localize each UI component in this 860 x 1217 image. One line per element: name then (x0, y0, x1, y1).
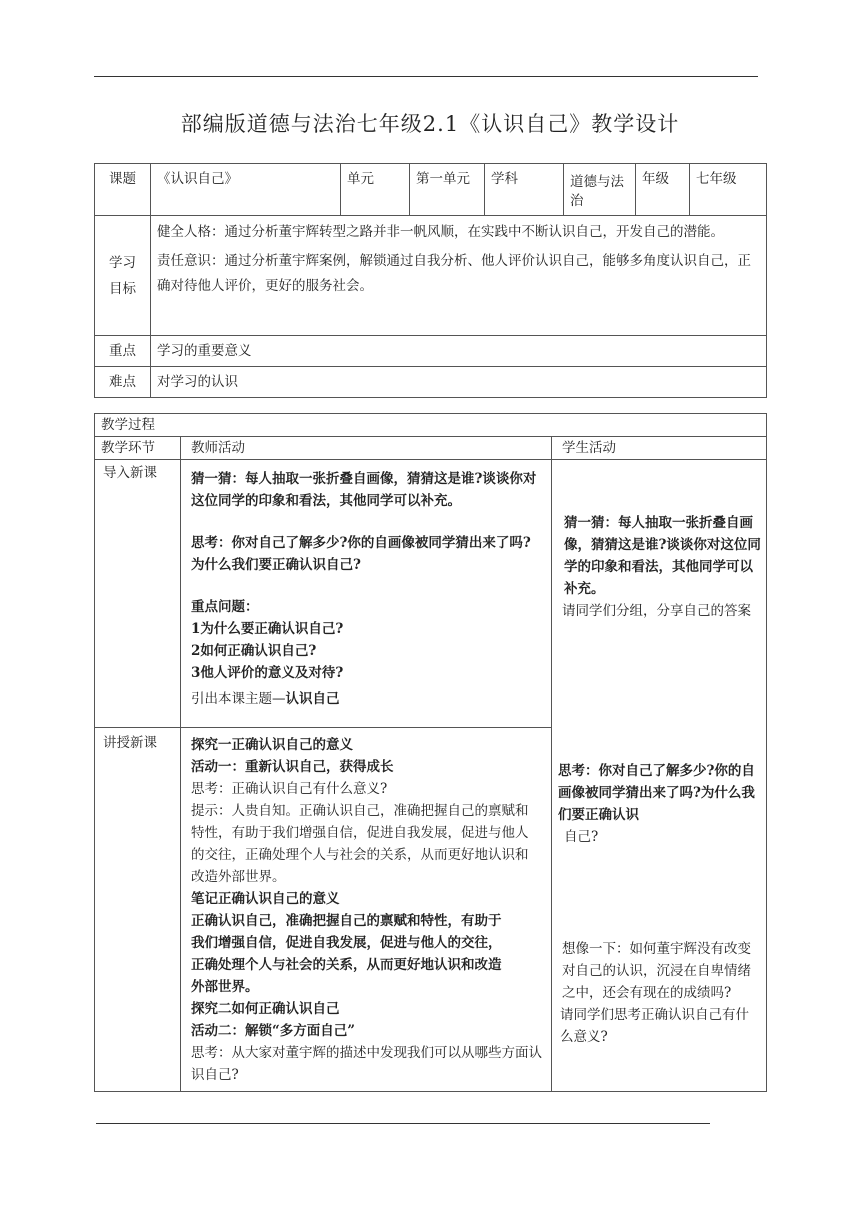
topic-label: 课题 (95, 164, 151, 216)
difficulty-value: 对学习的认识 (151, 367, 767, 398)
student-think-tail: 自己? (564, 829, 599, 845)
stage-intro: 导入新课 (95, 460, 181, 728)
student-please: 请同学们思考正确认识自己有什么意义? (560, 1007, 749, 1045)
lead-topic-bold: 认识自己 (285, 691, 340, 707)
grade-value: 七年级 (690, 164, 767, 216)
activity-2: 活动二：解锁“多方面自己” (191, 1023, 356, 1039)
key-question-2: 2如何正确认识自己? (191, 643, 317, 659)
note-title: 笔记正确认识自己的意义 (191, 891, 340, 907)
footer-rule (96, 1123, 710, 1124)
objectives-label: 学习目标 (95, 216, 151, 336)
unit-value: 第一单元 (410, 164, 485, 216)
stage-new: 讲授新课 (95, 728, 181, 1092)
objective-personality: 健全人格：通过分析董宇辉转型之路并非一帆风顺，在实践中不断认识自己，开发自己的潜能。 (157, 224, 724, 240)
student-think: 思考：你对自己了解多少?你的自画像被同学猜出来了吗?为什么我们要正确认识 (558, 763, 755, 823)
activity-1: 活动一：重新认识自己，获得成长 (191, 759, 394, 775)
hint: 提示：人贵自知。正确认识自己，准确把握自己的禀赋和特性，有助于我们增强自信，促进自我发展，促进与他人的交往，正确处理个人与社会的关系，从而更好地认识和改造外部世界。 (191, 803, 529, 885)
note-body: 正确认识自己，准确把握自己的禀赋和特性，有助于我们增强自信，促进自我发展，促进与他人的交往，正确处理个人与社会的关系，从而更好地认识和改造外部世界。 (191, 913, 502, 995)
col-stage: 教学环节 (95, 437, 181, 460)
student-activity-cell (552, 460, 767, 1092)
explore-1: 探究一正确认识自己的意义 (191, 737, 353, 753)
unit-label: 单元 (341, 164, 410, 216)
header-rule (94, 76, 758, 77)
objective-responsibility: 责任意识：通过分析董宇辉案例，解锁通过自我分析、他人评价认识自己，能够多角度认识自己，正确对待他人评价，更好的服务社会。 (157, 253, 751, 294)
objectives-cell (151, 216, 767, 336)
teacher-intro-cell (181, 460, 552, 728)
teacher-think: 思考：你对自己了解多少?你的自画像被同学猜出来了吗?为什么我们要正确认识自己? (191, 535, 531, 573)
key-questions-title: 重点问题： (191, 599, 259, 615)
col-teacher: 教师活动 (181, 437, 552, 460)
col-student: 学生活动 (552, 437, 767, 460)
student-group: 请同学们分组，分享自己的答案 (562, 603, 751, 619)
student-imagine: 想像一下：如何董宇辉没有改变对自己的认识，沉浸在自卑情绪之中，还会有现在的成绩吗? (562, 941, 751, 1001)
key-question-1: 1为什么要正确认识自己? (191, 621, 344, 637)
key-label: 重点 (95, 336, 151, 367)
process-table (94, 413, 767, 1092)
student-guess: 猜一猜：每人抽取一张折叠自画像，猜猜这是谁?谈谈你对这位同学的印象和看法，其他同学可以补充。 (564, 515, 761, 597)
page-title: 部编版道德与法治七年级2.1《认识自己》教学设计 (180, 112, 680, 136)
grade-label: 年级 (636, 164, 690, 216)
explore-2: 探究二如何正确认识自己 (191, 1001, 340, 1017)
topic-value: 《认识自己》 (151, 164, 341, 216)
lead-prefix: 引出本课主题— (191, 691, 286, 707)
subject-label: 学科 (485, 164, 564, 216)
difficulty-label: 难点 (95, 367, 151, 398)
process-header: 教学过程 (95, 414, 767, 437)
key-value: 学习的重要意义 (151, 336, 767, 367)
subject-value: 道德与法治 (564, 164, 636, 216)
lead-topic (191, 688, 543, 710)
teacher-new-cell (181, 728, 552, 1092)
teacher-guess: 猜一猜：每人抽取一张折叠自画像，猜猜这是谁?谈谈你对这位同学的印象和看法，其他同学可以补充。 (191, 471, 537, 509)
info-table (94, 163, 767, 398)
think-1: 思考：正确认识自己有什么意义? (191, 781, 388, 797)
think-2: 思考：从大家对董宇辉的描述中发现我们可以从哪些方面认识自己? (191, 1045, 542, 1083)
key-question-3: 3他人评价的意义及对待? (191, 665, 344, 681)
